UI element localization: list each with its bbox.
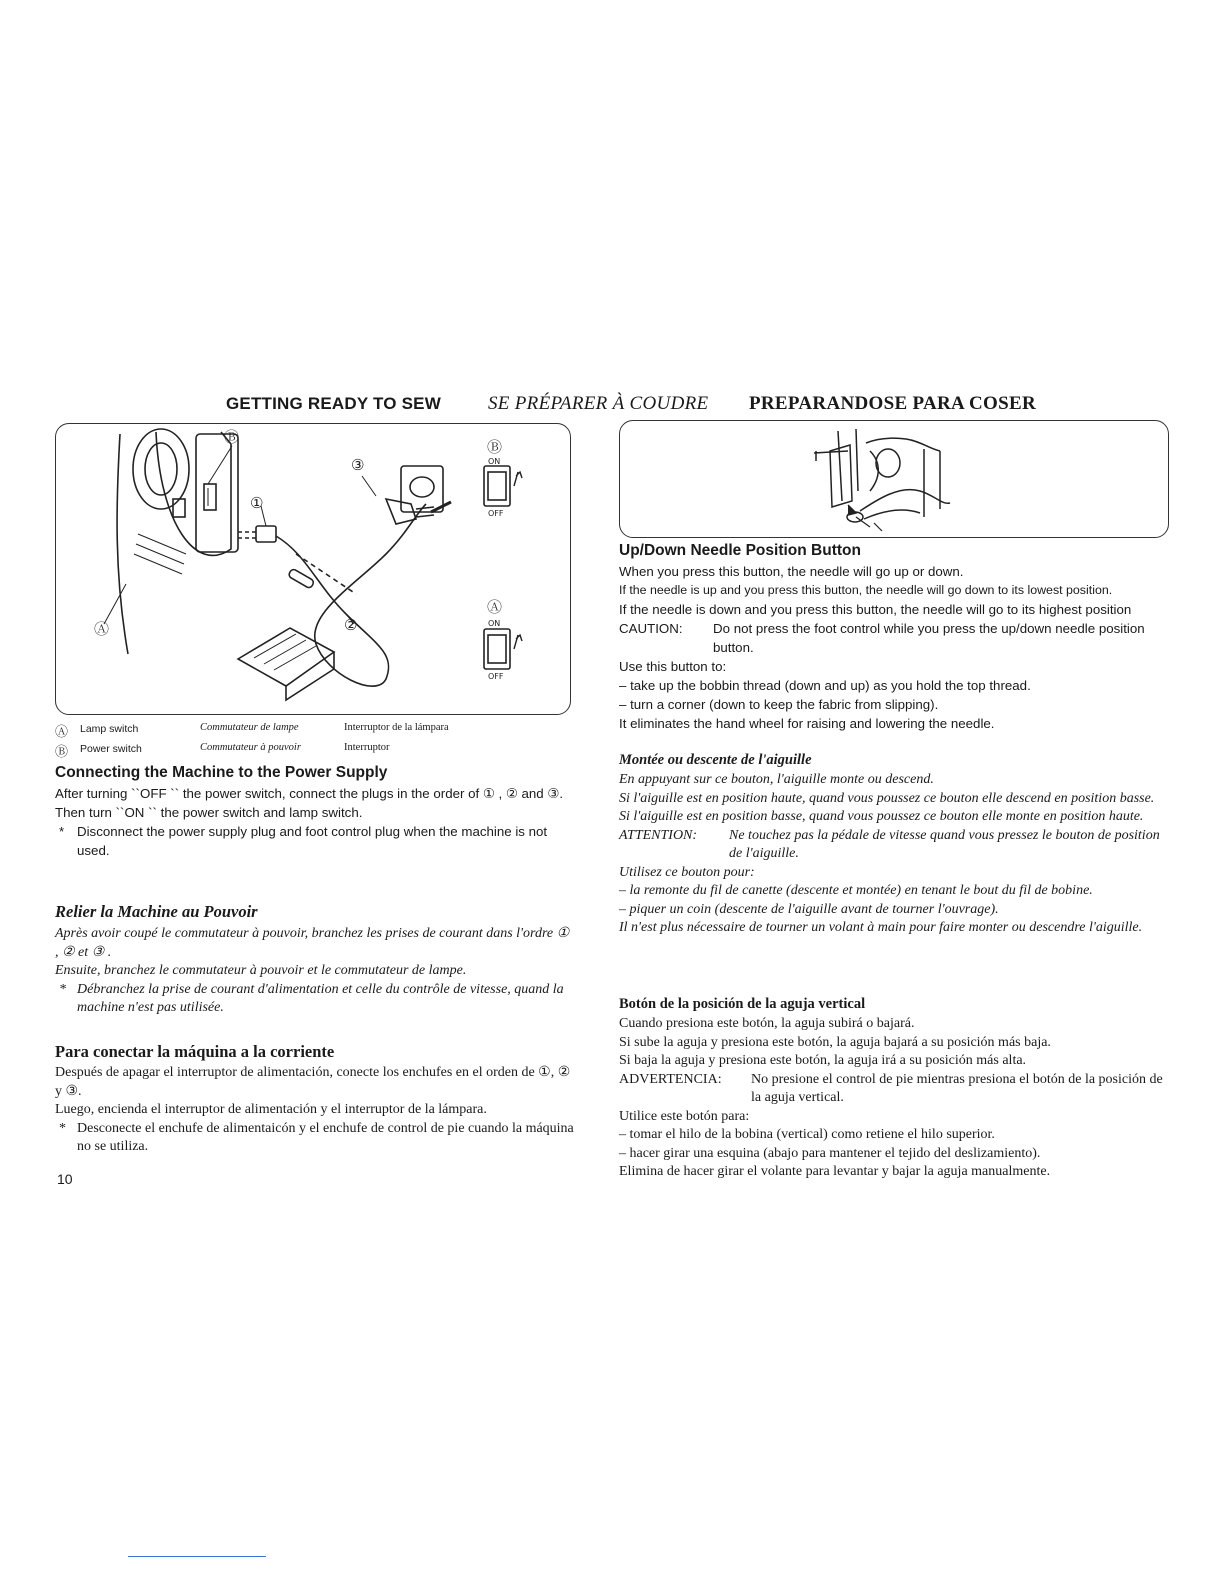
legend-a-es: Interruptor de la lámpara <box>344 722 449 733</box>
needle-english-use: Use this button to: <box>619 659 727 674</box>
figure-legend <box>55 721 575 761</box>
bullet-mark: * <box>59 824 65 839</box>
needle-french-l3: Si l'aiguille est en position basse, quand vous poussez ce bouton elle monte en position haute. <box>619 809 1144 824</box>
legend-b-en: Power switch <box>80 743 142 755</box>
needle-spanish-d1: – tomar el hilo de la bobina (vertical) como retiene el hilo superior. <box>619 1127 995 1142</box>
needle-french-title: Montée ou descente de l'aiguille <box>619 752 812 768</box>
connect-spanish-bullet <box>55 1120 575 1157</box>
switch-b-off: OFF <box>488 509 504 518</box>
connect-english-title: Connecting the Machine to the Power Supply <box>55 764 388 781</box>
callout-1: ① <box>250 494 264 512</box>
connect-english-p2: Then turn ``ON `` the power switch and lamp switch. <box>55 805 363 820</box>
needle-spanish-title: Botón de la posición de la aguja vertical <box>619 996 866 1012</box>
needle-spanish-use: Utilice este botón para: <box>619 1108 750 1124</box>
needle-english-title: Up/Down Needle Position Button <box>619 542 861 559</box>
connect-spanish-section <box>55 1042 575 1157</box>
needle-english-l2: If the needle is up and you press this button, the needle will go down to its lowest position. <box>619 583 1113 597</box>
connect-french-p2: Ensuite, branchez le commutateur à pouvoir et le commutateur de lampe. <box>55 963 467 978</box>
legend-b-es: Interruptor <box>344 742 390 753</box>
needle-spanish-l2: Si sube la aguja y presiona este botón, la aguja bajará a su posición más baja. <box>619 1034 1051 1050</box>
connect-spanish-p1: Después de apagar el interruptor de alimentación, conecte los enchufes en el orden de ①, ② y ③. <box>55 1065 571 1099</box>
bullet-mark: * <box>59 1120 66 1136</box>
needle-french-section <box>619 752 1169 938</box>
connect-spanish-bullet-text: Desconecte el enchufe de alimentaicón y el enchufe de control de pie cuando la máquina no se utiliza. <box>77 1120 574 1154</box>
connect-french-p1: Après avoir coupé le commutateur à pouvoir, branchez les prises de courant dans l'ordre ① , ② et ③ . <box>55 926 570 960</box>
attention-label: ATTENTION: <box>619 827 698 843</box>
legend-b-mark: Ⓑ <box>55 744 69 759</box>
callout-3: ③ <box>351 456 365 474</box>
switch-a-off: OFF <box>488 672 504 681</box>
connect-spanish-title: Para conectar la máquina a la corriente <box>55 1042 335 1061</box>
callout-2: ② <box>344 616 358 634</box>
needle-french-d1: – la remonte du fil de canette (descente et montée) en tenant le bout du fil de bobine. <box>619 883 1093 898</box>
caution-label: CAUTION: <box>619 621 683 636</box>
connect-french-section <box>55 902 575 1018</box>
needle-french-l2: Si l'aiguille est en position haute, quand vous poussez ce bouton elle descend en position basse. <box>619 790 1155 806</box>
needle-spanish-caution <box>619 1071 1169 1108</box>
needle-english-caution <box>619 619 1169 657</box>
header-spanish: PREPARANDOSE PARA COSER <box>749 393 1036 414</box>
connect-french-title: Relier la Machine au Pouvoir <box>55 902 258 921</box>
needle-english-d2: – turn a corner (down to keep the fabric from slipping). <box>619 697 939 712</box>
connect-english-section <box>55 764 575 860</box>
needle-french-caution <box>619 827 1169 864</box>
legend-b-fr: Commutateur à pouvoir <box>200 742 301 753</box>
needle-spanish-d2: – hacer girar una esquina (abajo para mantener el tejido del deslizamiento). <box>619 1145 1041 1161</box>
power-connection-illustration <box>56 424 569 713</box>
footer-rule <box>128 1556 266 1557</box>
connect-french-bullet-text: Débranchez la prise de courant d'alimentation et celle du contrôle de vitesse, quand la machine n'est pas utilisée. <box>77 981 564 1015</box>
needle-english-l3: If the needle is down and you press this button, the needle will go to its highest position <box>619 602 1132 617</box>
needle-french-elim: Il n'est plus nécessaire de tourner un volant à main pour faire monter ou descendre l'aiguille. <box>619 920 1143 935</box>
callout-a-right: Ⓐ <box>487 598 503 616</box>
switch-b-on: ON <box>488 457 501 466</box>
needle-english-elim: It eliminates the hand wheel for raising and lowering the needle. <box>619 716 995 731</box>
needle-french-d2: – piquer un coin (descente de l'aiguille avant de tourner l'ouvrage). <box>619 901 999 917</box>
advertencia-label: ADVERTENCIA: <box>619 1071 722 1087</box>
connect-french-bullet <box>55 981 575 1018</box>
legend-a-mark: Ⓐ <box>55 724 69 739</box>
connect-english-bullet-text: Disconnect the power supply plug and foot control plug when the machine is not used. <box>77 824 548 858</box>
needle-english-d1: – take up the bobbin thread (down and up) as you hold the top thread. <box>619 678 1031 693</box>
callout-a-left: Ⓐ <box>94 620 110 638</box>
needle-english-section <box>619 542 1169 733</box>
connect-spanish-p2: Luego, encienda el interruptor de alimentación y el interruptor de la lámpara. <box>55 1102 487 1117</box>
caution-text: Do not press the foot control while you press the up/down needle position button. <box>713 621 1145 655</box>
needle-spanish-elim: Elimina de hacer girar el volante para levantar y bajar la aguja manualmente. <box>619 1164 1051 1179</box>
header-english: GETTING READY TO SEW <box>226 394 441 413</box>
needle-button-illustration <box>620 421 1167 536</box>
needle-english-l1: When you press this button, the needle will go up or down. <box>619 564 964 579</box>
needle-french-use: Utilisez ce bouton pour: <box>619 864 755 880</box>
advertencia-text: No presione el control de pie mientras presiona el botón de la posición de la aguja vertical. <box>751 1071 1163 1105</box>
legend-a-en: Lamp switch <box>80 723 139 735</box>
header-french: SE PRÉPARER À COUDRE <box>488 393 709 414</box>
callout-b-top: Ⓑ <box>224 428 240 446</box>
attention-text: Ne touchez pas la pédale de vitesse quand vous pressez le bouton de position de l'aiguille. <box>729 827 1160 861</box>
legend-a-fr: Commutateur de lampe <box>200 722 299 733</box>
needle-spanish-section <box>619 996 1169 1182</box>
needle-french-l1: En appuyant sur ce bouton, l'aiguille monte ou descend. <box>619 772 934 787</box>
connect-english-bullet <box>55 822 575 860</box>
switch-a-on: ON <box>488 619 501 628</box>
needle-spanish-l3: Si baja la aguja y presiona este botón, la aguja irá a su posición más alta. <box>619 1053 1027 1068</box>
connect-english-p1: After turning ``OFF `` the power switch, connect the plugs in the order of ① , ② and ③. <box>55 786 564 801</box>
bullet-mark: * <box>59 981 66 997</box>
needle-spanish-l1: Cuando presiona este botón, la aguja subirá o bajará. <box>619 1016 915 1031</box>
callout-b-right: Ⓑ <box>487 438 503 456</box>
needle-button-figure <box>619 420 1169 538</box>
page-number: 10 <box>57 1171 73 1187</box>
power-connection-figure <box>55 423 571 715</box>
